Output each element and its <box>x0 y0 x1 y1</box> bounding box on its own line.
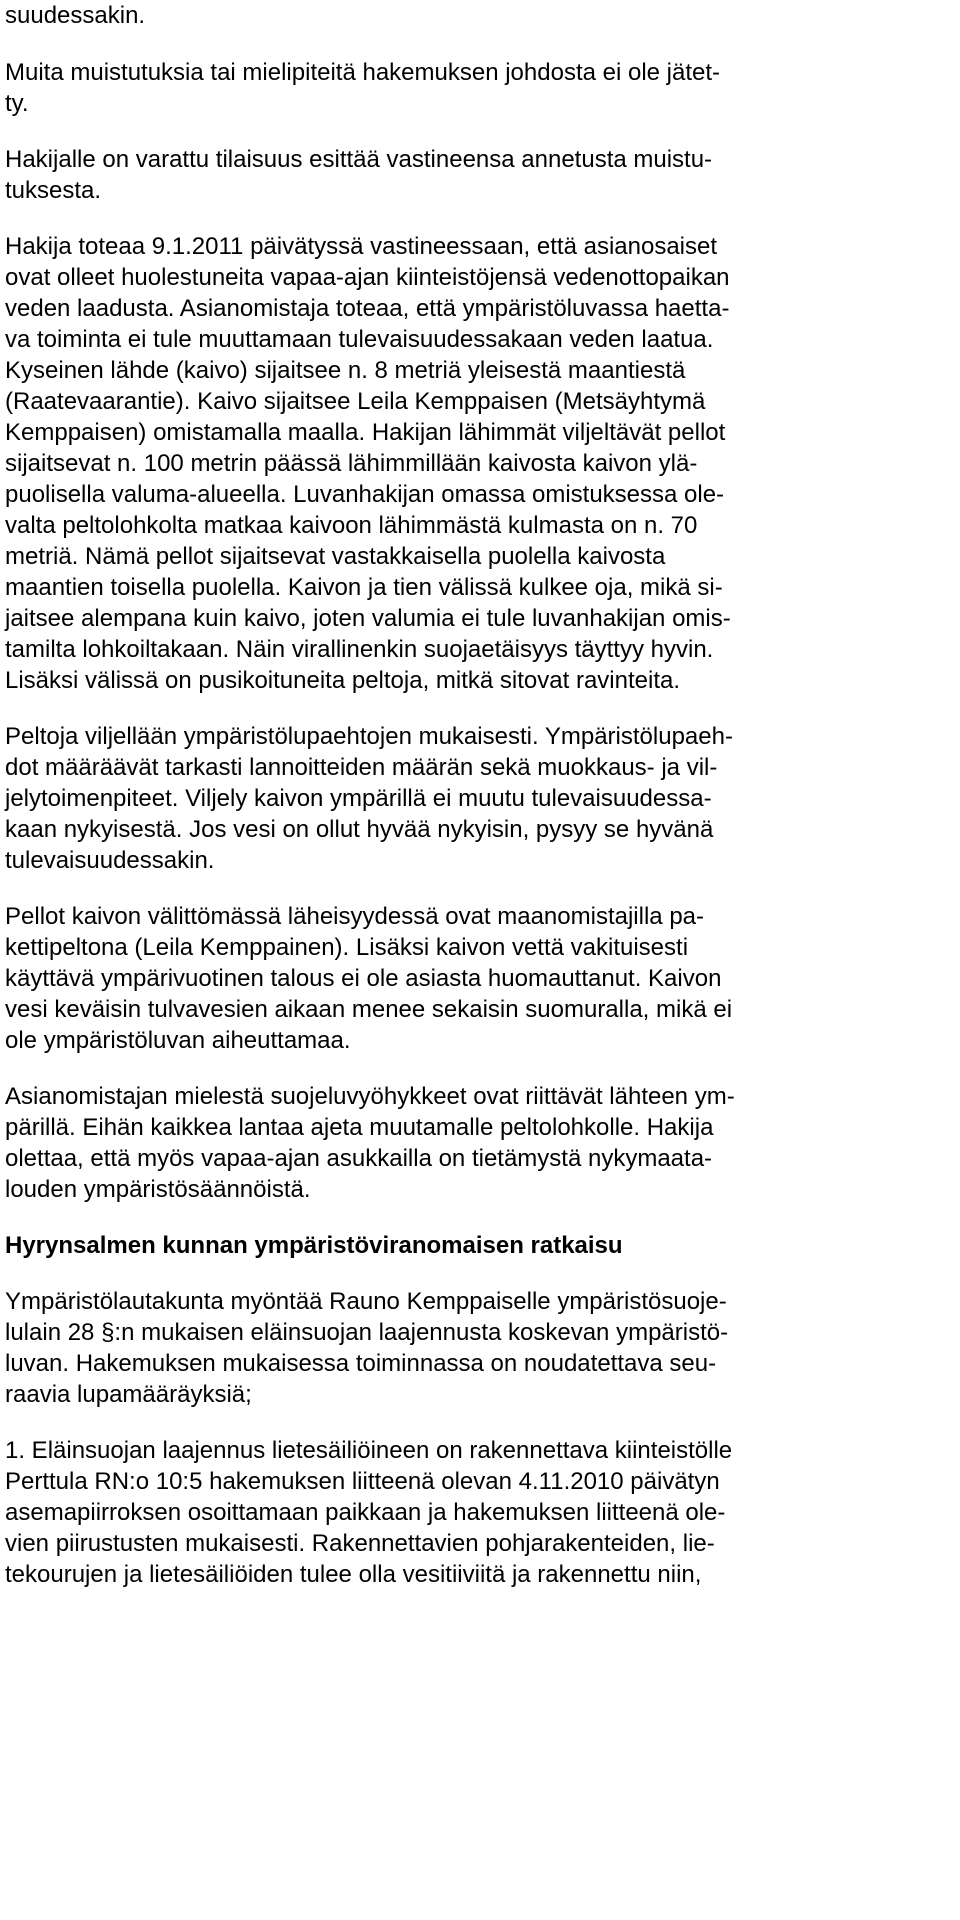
text-line: Kemppaisen) omistamalla maalla. Hakijan lähimmät viljeltävät pellot <box>5 419 726 446</box>
text-line: veden laadusta. Asianomistaja toteaa, että ympäristöluvassa haetta- <box>5 295 730 322</box>
text-line: asemapiirroksen osoittamaan paikkaan ja hakemuksen liitteenä ole- <box>5 1499 726 1526</box>
text-line: Hakija toteaa 9.1.2011 päivätyssä vastineessaan, että asianosaiset <box>5 233 718 260</box>
text-line: puolisella valuma-alueella. Luvanhakijan omassa omistuksessa ole- <box>5 481 725 508</box>
text-line: suudessakin. <box>5 2 146 29</box>
text-line: kettipeltona (Leila Kemppainen). Lisäksi kaivon vettä vakituisesti <box>5 934 689 961</box>
text-line: jaitsee alempana kuin kaivo, joten valumia ei tule luvanhakijan omis- <box>5 605 731 632</box>
text-line: Kyseinen lähde (kaivo) sijaitsee n. 8 metriä yleisestä maantiestä <box>5 357 686 384</box>
text-line: tulevaisuudessakin. <box>5 847 215 874</box>
text-line: Ympäristölautakunta myöntää Rauno Kemppaiselle ympäristösuoje- <box>5 1288 727 1315</box>
text-line: va toiminta ei tule muuttamaan tulevaisuudessakaan veden laatua. <box>5 326 714 353</box>
text-line: (Raatevaarantie). Kaivo sijaitsee Leila Kemppaisen (Metsäyhtymä <box>5 388 706 415</box>
text-line: dot määräävät tarkasti lannoitteiden määrän sekä muokkaus- ja vil- <box>5 754 718 781</box>
text-line: pärillä. Eihän kaikkea lantaa ajeta muutamalle peltolohkolle. Hakija <box>5 1114 714 1141</box>
text-line: metriä. Nämä pellot sijaitsevat vastakkaisella puolella kaivosta <box>5 543 666 570</box>
text-line: Pellot kaivon välittömässä läheisyydessä ovat maanomistajilla pa- <box>5 903 704 930</box>
text-line: valta peltolohkolta matkaa kaivoon lähimmästä kulmasta on n. 70 <box>5 512 698 539</box>
text-line: tamilta lohkoiltakaan. Näin virallinenkin suojaetäisyys täyttyy hyvin. <box>5 636 714 663</box>
text-line: Perttula RN:o 10:5 hakemuksen liitteenä olevan 4.11.2010 päivätyn <box>5 1468 720 1495</box>
text-line: tuksesta. <box>5 177 102 204</box>
text-line: Hakijalle on varattu tilaisuus esittää vastineensa annetusta muistu- <box>5 146 713 173</box>
text-line: luvan. Hakemuksen mukaisessa toiminnassa on noudatettava seu- <box>5 1350 717 1377</box>
text-line: louden ympäristösäännöistä. <box>5 1176 311 1203</box>
text-line: ovat olleet huolestuneita vapaa-ajan kiinteistöjensä vedenottopaikan <box>5 264 730 291</box>
text-line: vien piirustusten mukaisesti. Rakennettavien pohjarakenteiden, lie- <box>5 1530 715 1557</box>
text-line: jelytoimenpiteet. Viljely kaivon ympärillä ei muutu tulevaisuudessa- <box>5 785 712 812</box>
text-line: Lisäksi välissä on pusikoituneita peltoja, mitkä sitovat ravinteita. <box>5 667 680 694</box>
text-line: Peltoja viljellään ympäristölupaehtojen mukaisesti. Ympäristölupaeh- <box>5 723 733 750</box>
text-line: sijaitsevat n. 100 metrin päässä lähimmillään kaivosta kaivon ylä- <box>5 450 698 477</box>
text-line: ty. <box>5 90 29 117</box>
text-line: 1. Eläinsuojan laajennus lietesäiliöineen on rakennettava kiinteistölle <box>5 1437 733 1464</box>
section-heading: Hyrynsalmen kunnan ympäristöviranomaisen ratkaisu <box>5 1232 623 1259</box>
text-line: Asianomistajan mielestä suojeluvyöhykkeet ovat riittävät lähteen ym- <box>5 1083 735 1110</box>
text-line: raavia lupamääräyksiä; <box>5 1381 252 1408</box>
text-line: olettaa, että myös vapaa-ajan asukkailla on tietämystä nykymaata- <box>5 1145 713 1172</box>
text-line: maantien toisella puolella. Kaivon ja tien välissä kulkee oja, mikä si- <box>5 574 723 601</box>
text-line: tekourujen ja lietesäiliöiden tulee olla vesitiiviitä ja rakennettu niin, <box>5 1561 702 1588</box>
text-line: lulain 28 §:n mukaisen eläinsuojan laajennusta koskevan ympäristö- <box>5 1319 729 1346</box>
text-line: Muita muistutuksia tai mielipiteitä hakemuksen johdosta ei ole jätet- <box>5 59 721 86</box>
text-line: käyttävä ympärivuotinen talous ei ole asiasta huomauttanut. Kaivon <box>5 965 722 992</box>
text-line: kaan nykyisestä. Jos vesi on ollut hyvää nykyisin, pysyy se hyvänä <box>5 816 714 843</box>
text-line: ole ympäristöluvan aiheuttamaa. <box>5 1027 351 1054</box>
text-line: vesi keväisin tulvavesien aikaan menee sekaisin suomuralla, mikä ei <box>5 996 733 1023</box>
